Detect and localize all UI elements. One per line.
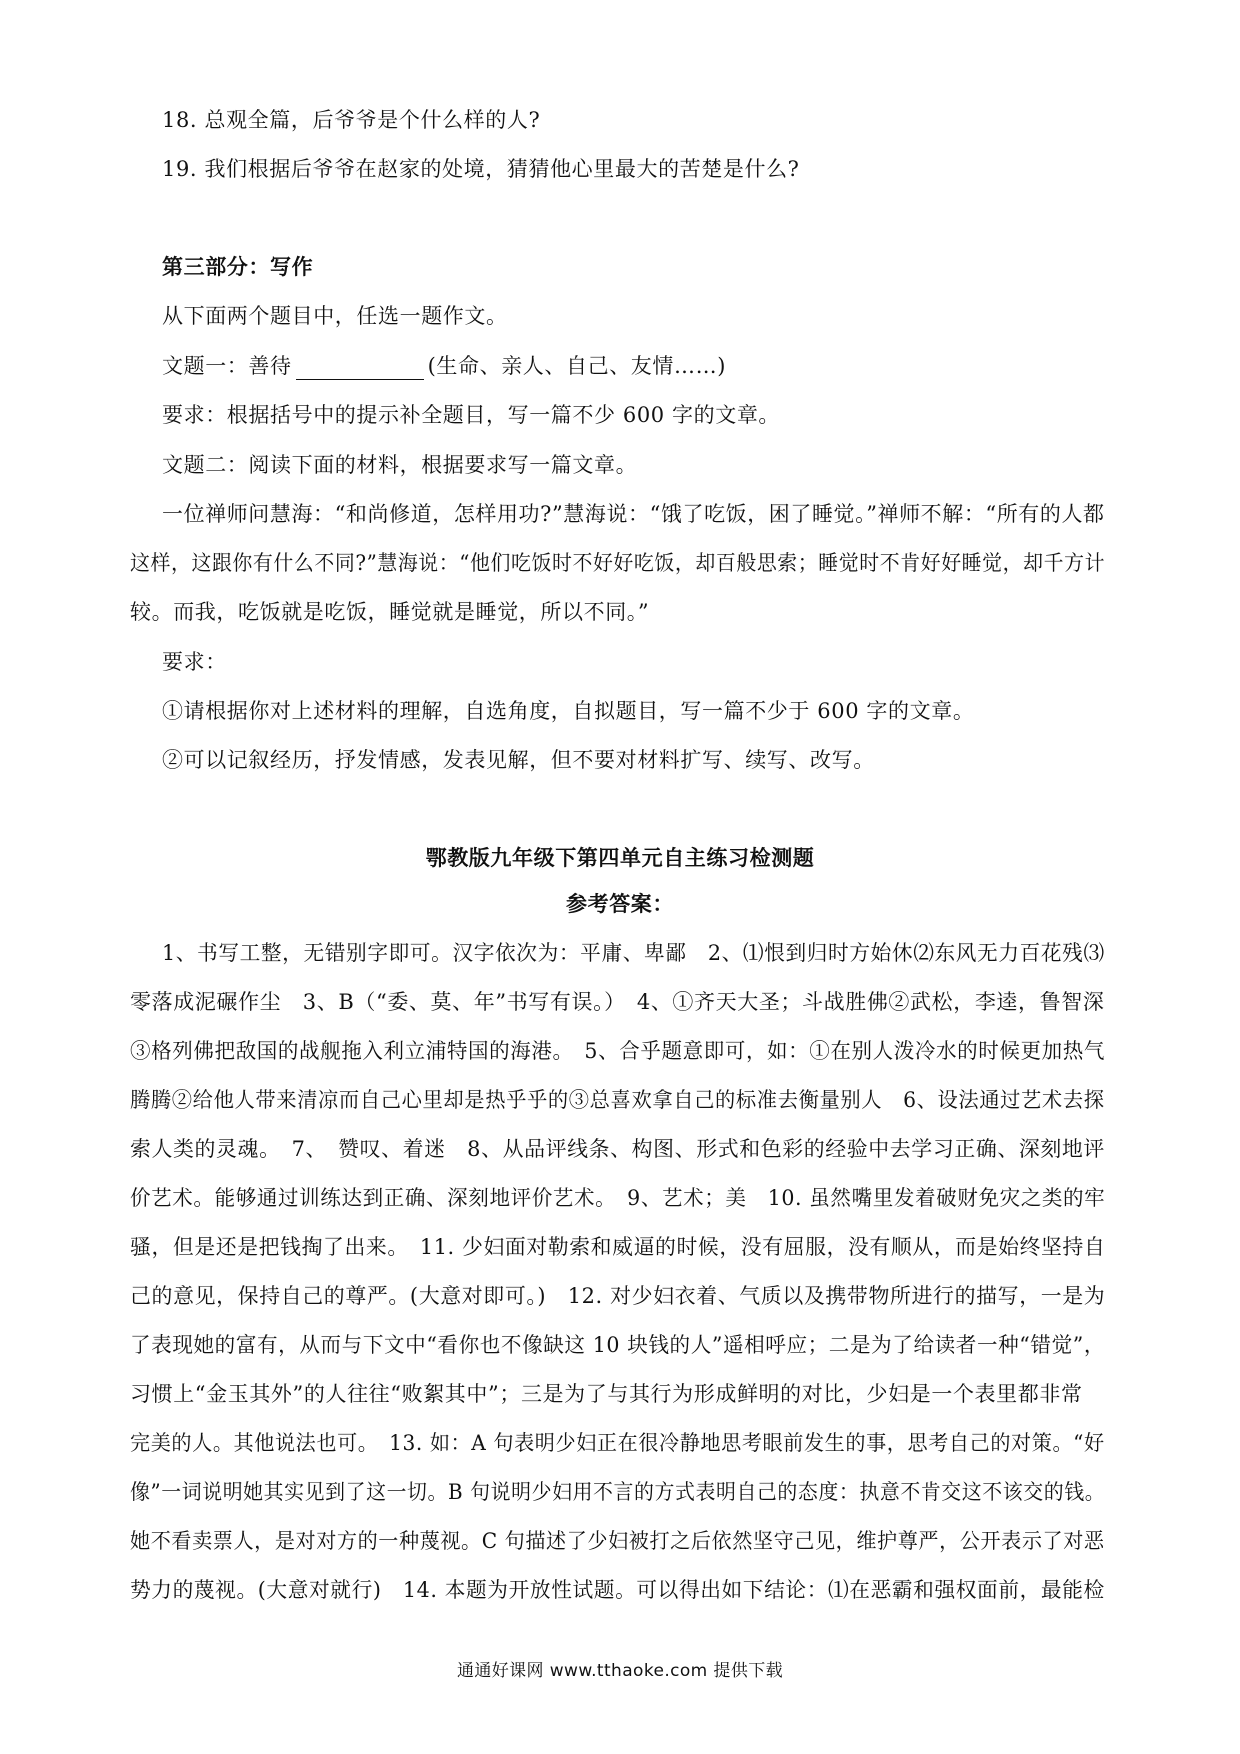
writing-intro: 从下面两个题目中，任选一题作文。 xyxy=(162,304,508,328)
answers-subtitle: 参考答案： xyxy=(566,891,674,916)
answer-line: 1、书写工整，无错别字即可。汉字依次为：平庸、卑鄙 2、⑴恨到归时方始休⑵东风无力百花残⑶ xyxy=(162,941,1105,965)
answer-line: 索人类的灵魂。 7、 赞叹、着迷 8、从品评线条、构图、形式和色彩的经验中去学习正确、深刻地评 xyxy=(130,1137,1105,1161)
topic-two: 文题二：阅读下面的材料，根据要求写一篇文章。 xyxy=(162,453,638,477)
answer-line: 她不看卖票人，是对对方的一种蔑视。C 句描述了少妇被打之后依然坚守己见，维护尊严，公开表示了对恶 xyxy=(130,1529,1105,1553)
writing-section-heading: 第三部分：写作 xyxy=(162,254,314,279)
topic-one-hint: (生命、亲人、自己、友情……) xyxy=(427,354,726,378)
answer-line: 习惯上“金玉其外”的人往往“败絮其中”；三是为了与其行为形成鲜明的对比，少妇是一个表里都非常 xyxy=(130,1382,1083,1406)
topic-one xyxy=(162,352,726,380)
answer-line: 零落成泥碾作尘 3、B（“委、莫、年”书写有误。） 4、①齐天大圣；斗战胜佛②武松，李逵，鲁智深 xyxy=(130,990,1105,1014)
requirement-label: 要求： xyxy=(162,650,227,674)
answer-line: 完美的人。其他说法也可。 13. 如：A 句表明少妇正在很冷静地思考眼前发生的事，思考自己的对策。“好 xyxy=(130,1431,1105,1455)
requirement-2: ②可以记叙经历，抒发情感，发表见解，但不要对材料扩写、续写、改写。 xyxy=(162,748,875,772)
question-18: 18. 总观全篇，后爷爷是个什么样的人? xyxy=(162,108,541,132)
material-line: 这样，这跟你有什么不同?”慧海说：“他们吃饭时不好好吃饭，却百般思索；睡觉时不肯好好睡觉，却千方计 xyxy=(130,551,1106,575)
topic-one-requirement: 要求：根据括号中的提示补全题目，写一篇不少 600 字的文章。 xyxy=(162,403,781,427)
answer-line: 己的意见，保持自己的尊严。(大意对即可。) 12. 对少妇衣着、气质以及携带物所进行的描写，一是为 xyxy=(130,1284,1106,1308)
answer-line: ③格列佛把敌国的战舰拖入利立浦特国的海港。 5、合乎题意即可，如：①在别人泼冷水的时候更加热气 xyxy=(130,1039,1106,1063)
topic-one-prefix: 文题一：善待 xyxy=(162,354,292,378)
requirement-1: ①请根据你对上述材料的理解，自选角度，自拟题目，写一篇不少于 600 字的文章。 xyxy=(162,699,975,723)
material-line: 较。而我，吃饭就是吃饭，睡觉就是睡觉，所以不同。” xyxy=(130,600,650,624)
answer-line: 骚，但是还是把钱掏了出来。 11. 少妇面对勒索和威逼的时候，没有屈服，没有顺从，而是始终坚持自 xyxy=(130,1235,1106,1259)
answer-line: 了表现她的富有，从而与下文中“看你也不像缺这 10 块钱的人”遥相呼应；二是为了给读者一种“错觉”， xyxy=(130,1333,1106,1357)
answer-line: 价艺术。能够通过训练达到正确、深刻地评价艺术。 9、艺术；美 10. 虽然嘴里发着破财免灾之类的牢 xyxy=(130,1186,1106,1210)
answer-line: 势力的蔑视。(大意对就行) 14. 本题为开放性试题。可以得出如下结论：⑴在恶霸和强权面前，最能检 xyxy=(130,1578,1105,1602)
question-19: 19. 我们根据后爷爷在赵家的处境，猜猜他心里最大的苦楚是什么? xyxy=(162,157,800,181)
material-line: 一位禅师问慧海：“和尚修道，怎样用功?”慧海说：“饿了吃饭，困了睡觉。”禅师不解：“所有的人都 xyxy=(162,502,1105,526)
answer-line: 像”一词说明她其实见到了这一切。B 句说明少妇用不言的方式表明自己的态度：执意不肯交这不该交的钱。 xyxy=(130,1480,1106,1504)
page-footer: 通通好课网 www.tthaoke.com 提供下载 xyxy=(456,1661,784,1681)
fill-in-blank xyxy=(296,357,424,380)
answer-line: 腾腾②给他人带来清凉而自己心里却是热乎乎的③总喜欢拿自己的标准去衡量别人 6、设法通过艺术去探 xyxy=(130,1088,1105,1112)
answers-title: 鄂教版九年级下第四单元自主练习检测题 xyxy=(425,845,815,870)
